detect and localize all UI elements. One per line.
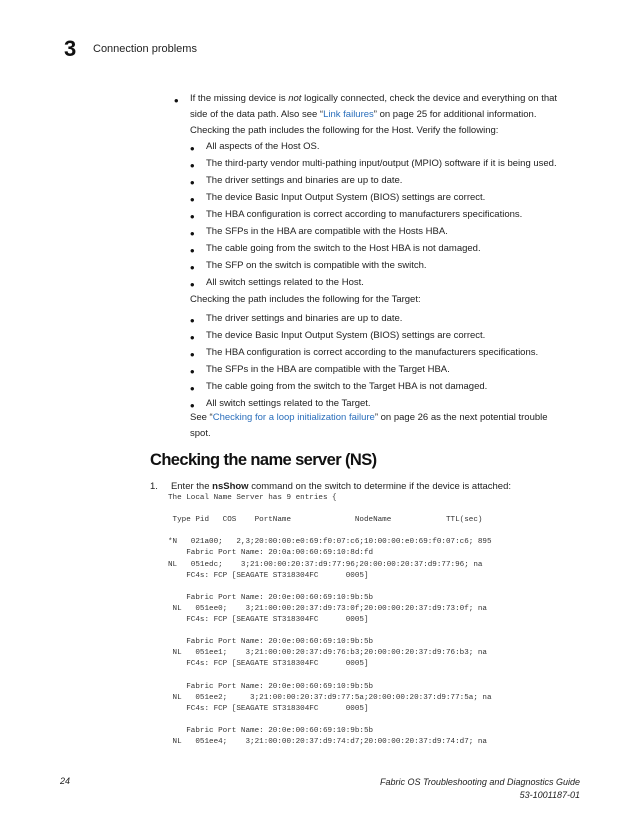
bullet-icon: •	[190, 175, 195, 190]
host-item: The device Basic Input Output System (BIOS) settings are correct.	[206, 192, 486, 203]
bullet-icon: •	[190, 260, 195, 275]
target-item: The driver settings and binaries are up to date.	[206, 313, 403, 324]
target-item: All switch settings related to the Target.	[206, 398, 371, 409]
section-heading: Checking the name server (NS)	[150, 451, 377, 469]
host-intro: Checking the path includes the following for the Host. Verify the following:	[190, 125, 499, 136]
see-also-line-1: See “Checking for a loop initialization failure” on page 26 as the next potential trouble	[190, 412, 548, 423]
target-item: The SFPs in the HBA are compatible with the Target HBA.	[206, 364, 450, 375]
bullet-icon: •	[174, 93, 179, 108]
ns-show-command: nsShow	[212, 481, 249, 492]
host-item: The cable going from the switch to the Host HBA is not damaged.	[206, 243, 481, 254]
bullet-icon: •	[190, 226, 195, 241]
bullet-icon: •	[190, 398, 195, 413]
host-item: The SFPs in the HBA are compatible with the Hosts HBA.	[206, 226, 448, 237]
bullet-icon: •	[190, 364, 195, 379]
bullet-icon: •	[190, 141, 195, 156]
target-item: The HBA configuration is correct according to the manufacturers specifications.	[206, 347, 539, 358]
code-output: The Local Name Server has 9 entries { Type Pid COS PortName NodeName TTL(sec) *N 021a00; 2,3;20:00:00:e0:69:f0:07:c6;10:00:00:e0:69:f0:07:c6; 895 Fabric Port Name: 20:0a:00:60:69:10:8d:fd NL 051edc; 3;21:00:00:20:37:d9:77:96;20:00:00:20:37:d9:77:96; na FC4s: FCP [SEAGATE ST318304FC 0005] Fabric Port Name: 20:0e:00:60:69:10:9b:5b NL 051ee0; 3;21:00:00:20:37:d9:73:0f;20:00:00:20:37:d9:73:0f; na FC4s: FCP [SEAGATE ST318304FC 0005] Fabric Port Name: 20:0e:00:60:69:10:9b:5b NL 051ee1; 3;21:00:00:20:37:d9:76:b3;20:00:00:20:37:d9:76:b3; na FC4s: FCP [SEAGATE ST318304FC 0005] Fabric Port Name: 20:0e:00:60:69:10:9b:5b NL 051ee2; 3;21:00:00:20:37:d9:77:5a;20:00:00:20:37:d9:77:5a; na FC4s: FCP [SEAGATE ST318304FC 0005] Fabric Port Name: 20:0e:00:60:69:10:9b:5b NL 051ee4; 3;21:00:00:20:37:d9:74:d7;20:00:00:20:37:d9:74:d7; na	[168, 494, 492, 747]
see-also-line-2: spot.	[190, 428, 211, 439]
target-intro: Checking the path includes the following for the Target:	[190, 294, 421, 305]
footer-guide	[380, 776, 580, 802]
intro-line-1: If the missing device is not logically connected, check the device and everything on that	[190, 93, 558, 104]
bullet-icon: •	[190, 313, 195, 328]
bullet-icon: •	[190, 192, 195, 207]
doc-number: 53-1001187-01	[519, 790, 580, 800]
page-number: 24	[60, 776, 71, 786]
target-item: The device Basic Input Output System (BIOS) settings are correct.	[206, 330, 486, 341]
chapter-title: Connection problems	[93, 43, 197, 55]
host-item: The SFP on the switch is compatible with the switch.	[206, 260, 427, 271]
host-item: All switch settings related to the Host.	[206, 277, 364, 288]
host-item: The HBA configuration is correct according to manufacturers specifications.	[206, 209, 523, 220]
bullet-icon: •	[190, 158, 195, 173]
host-item: All aspects of the Host OS.	[206, 141, 320, 152]
link-failures-link[interactable]: Link failures	[323, 109, 374, 120]
bullet-icon: •	[190, 347, 195, 362]
step-1: 1. Enter the nsShow command on the switch to determine if the device is attached:	[150, 481, 512, 492]
intro-line-2: side of the data path. Also see “Link failures” on page 25 for additional information.	[190, 109, 537, 120]
step-number: 1.	[150, 481, 158, 492]
chapter-number: 3	[64, 36, 77, 61]
bullet-icon: •	[190, 330, 195, 345]
host-item: The driver settings and binaries are up to date.	[206, 175, 403, 186]
bullet-icon: •	[190, 209, 195, 224]
loop-init-failure-link[interactable]: Checking for a loop initialization failure	[212, 412, 375, 423]
target-item: The cable going from the switch to the Target HBA is not damaged.	[206, 381, 488, 392]
bullet-icon: •	[190, 381, 195, 396]
guide-title: Fabric OS Troubleshooting and Diagnostics Guide	[380, 777, 580, 787]
host-item: The third-party vendor multi-pathing input/output (MPIO) software if it is being used.	[206, 158, 557, 169]
bullet-icon: •	[190, 277, 195, 292]
bullet-icon: •	[190, 243, 195, 258]
